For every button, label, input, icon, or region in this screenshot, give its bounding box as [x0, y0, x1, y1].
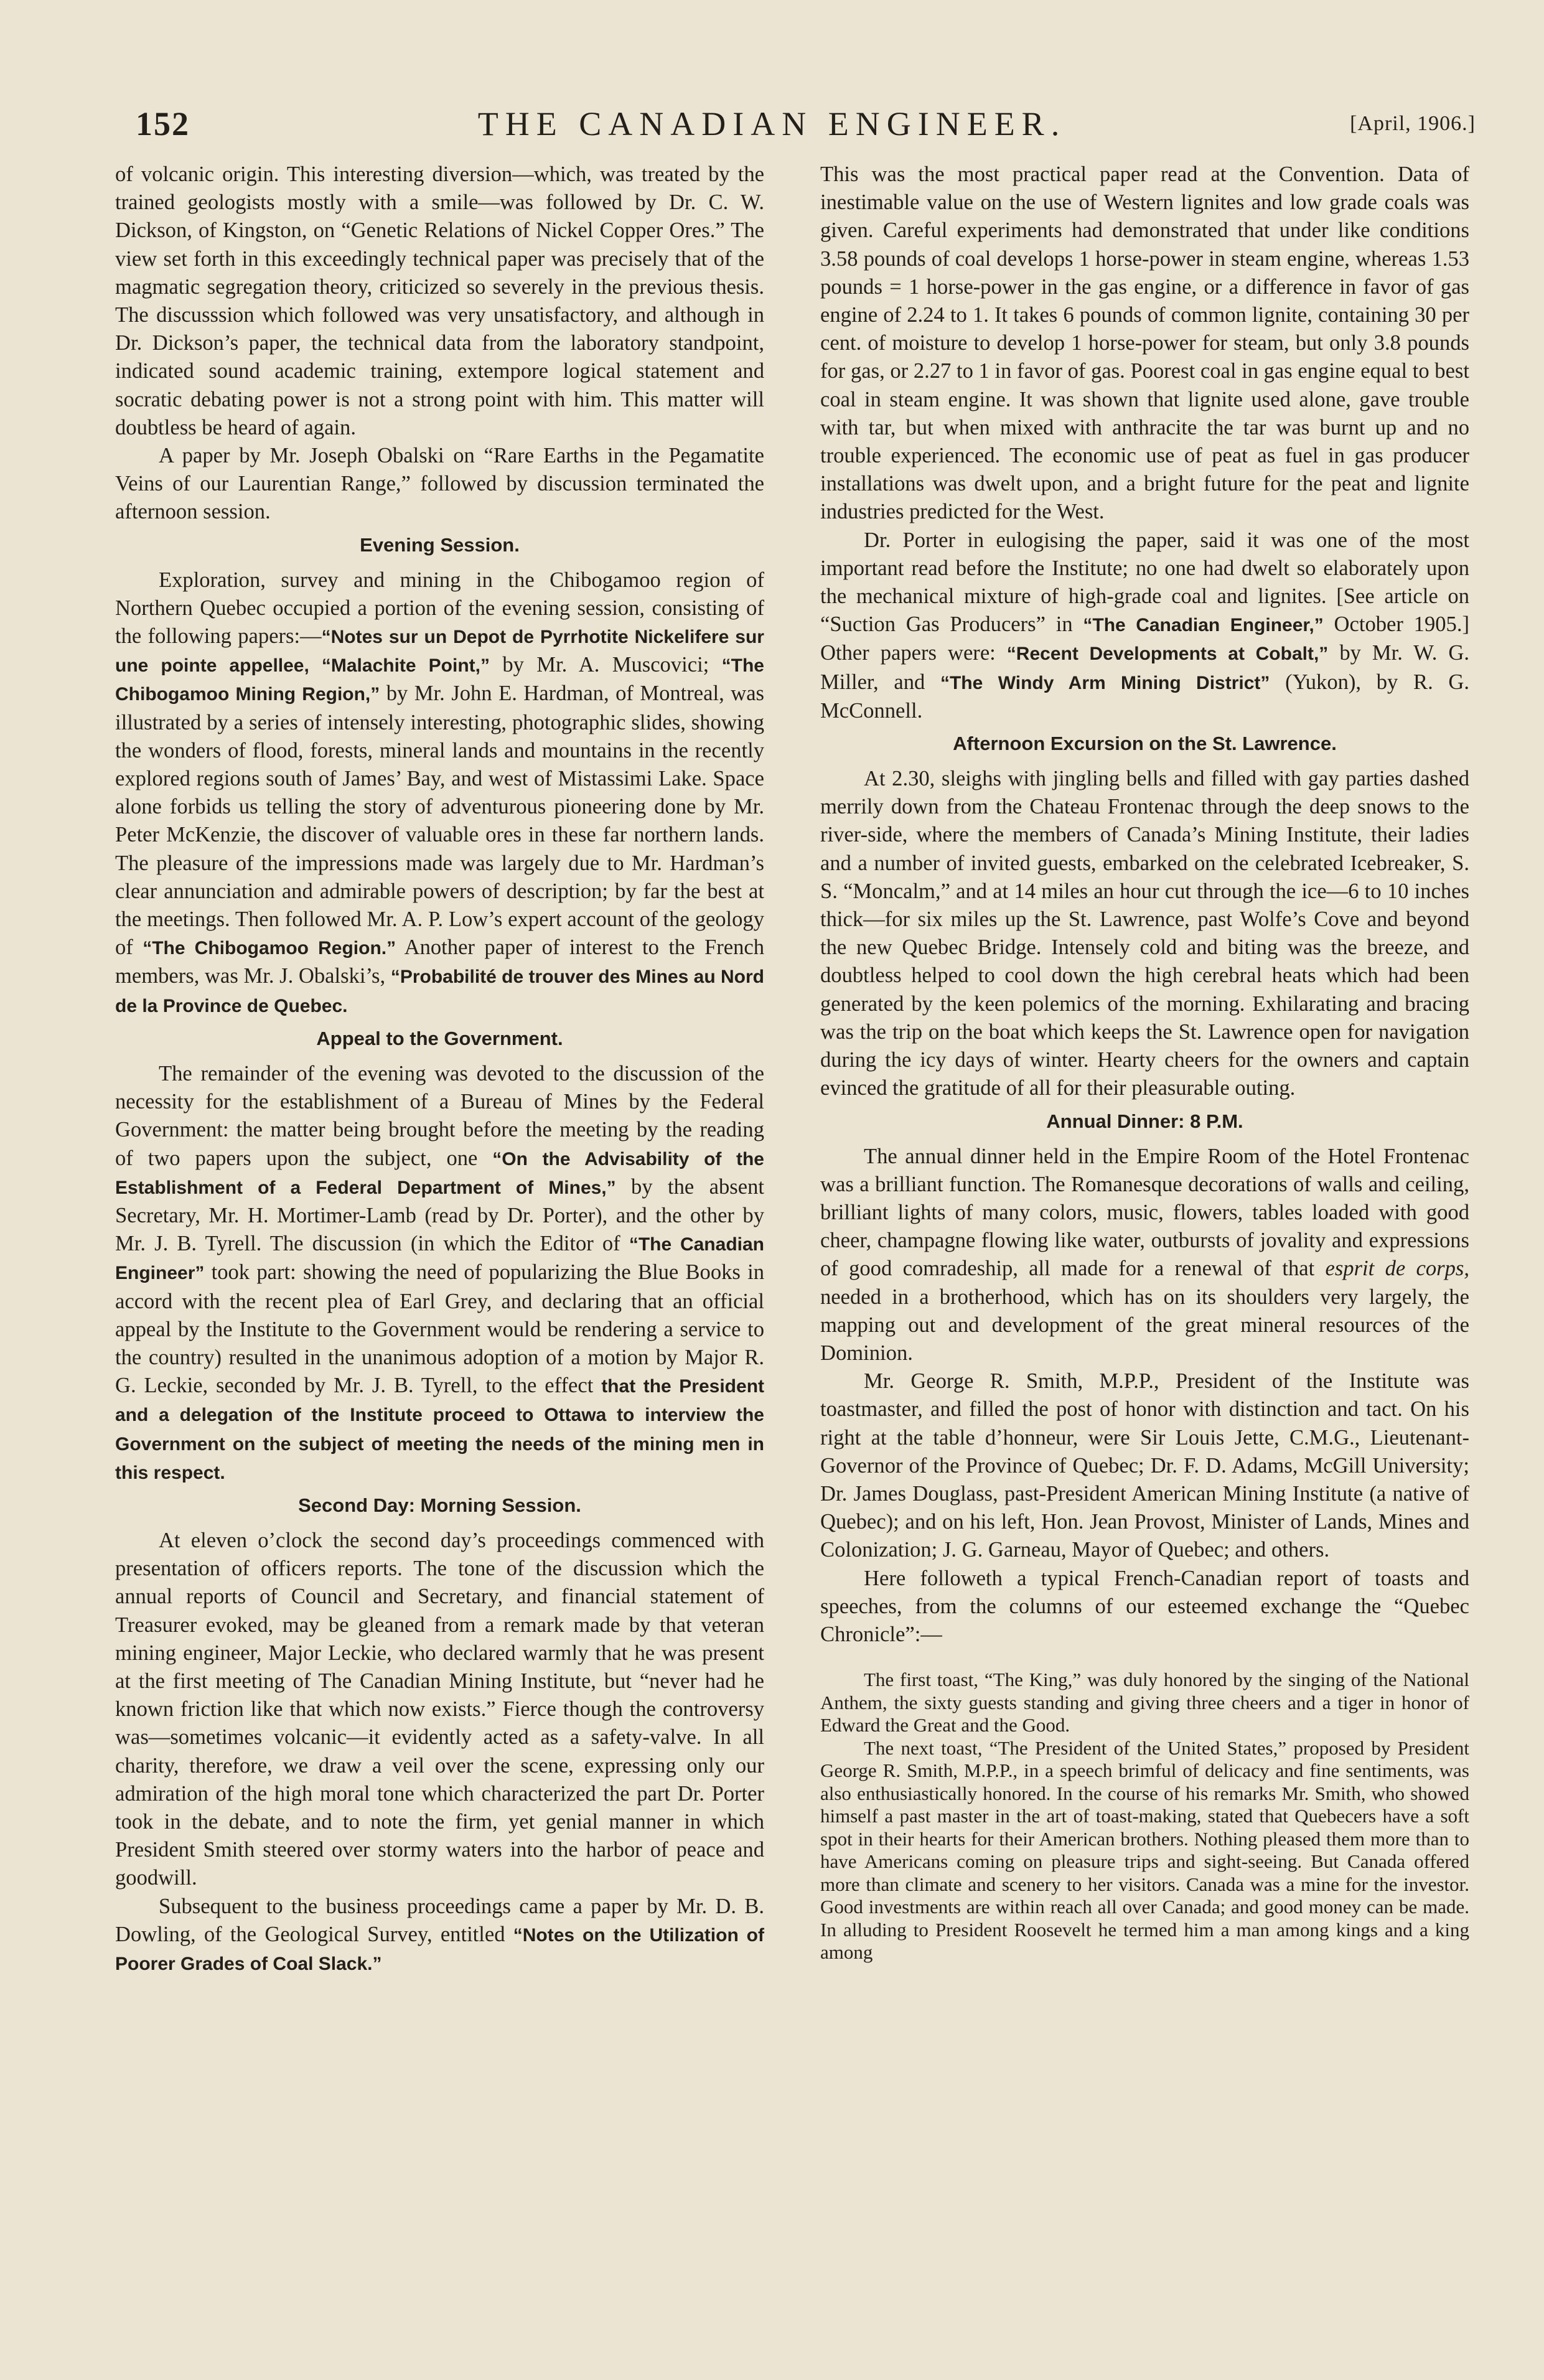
paragraph: A paper by Mr. Joseph Obalski on “Rare Earths in the Pegamatite Veins of our Laurentian Range,” followed by discussion terminated the afternoon session.: [115, 444, 764, 524]
section-heading-excursion: Afternoon Excursion on the St. Lawrence.: [953, 733, 1337, 755]
paragraph: At eleven o’clock the second day’s proceedings commenced with presentation of officers reports. The tone of the discussion which the annual reports of Council and Secretary, and financial statement of Treasurer evoked, may be gleaned from a remark made by that veteran mining engineer, Major Leckie, who declared warmly that he was present at the first meeting of The Canadian Mining Institute, but “never had he known friction like that which now exists.” Fierce though the controversy was—sometimes volcanic—it evidently acted as a safety-valve. In all charity, therefore, we draw a veil over the scene, expressing only our admiration of the high moral tone which characterized the part Dr. Porter took in the debate, and to note the firm, yet genial manner in which President Smith steered over stormy waters into the harbor of peace and goodwill.: [115, 1528, 764, 1890]
quote-paragraph: The first toast, “The King,” was duly honored by the singing of the National Anthem, the sixty guests standing and giving three cheers and a tiger in honor of Edward the Great and the Good.: [820, 1669, 1469, 1736]
section-heading-appeal: Appeal to the Government.: [316, 1027, 563, 1049]
paragraph: Subsequent to the business proceedings came a paper by Mr. D. B. Dowling, of the Geological Survey, entitled “Notes on the Utilization of Poorer Grades of Coal Slack.”: [115, 1894, 764, 1974]
section-heading-evening: Evening Session.: [360, 533, 520, 556]
paragraph: The annual dinner held in the Empire Room of the Hotel Frontenac was a brilliant function. The Romanesque decorations of walls and ceiling, brilliant lights of many colors, music, flowers, tables loaded with good cheer, champagne flowing like water, outbursts of jovality and expressions of good comradeship, all made for a renewal of that esprit de corps, needed in a brotherhood, which has on its shoulders very largely, the mapping out and development of the great mineral resources of the Dominion.: [820, 1144, 1469, 1365]
paragraph: This was the most practical paper read at the Convention. Data of inestimable value on the use of Western lignites and low grade coals was given. Careful experiments had demonstrated that under like conditions 3.58 pounds of coal develops 1 horse-power in steam engine, whereas 1.53 pounds = 1 horse-power in the gas engine, or a difference in favor of gas engine of 2.24 to 1. It takes 6 pounds of common lignite, containing 30 per cent. of moisture to develop 1 horse-power for steam, but only 3.8 pounds for gas, or 2.27 to 1 in favor of gas. Poorest coal in gas engine equal to best coal in steam engine. It was shown that lignite used alone, gave trouble with tar, but when mixed with anthracite the tar was burnt up and no trouble experienced. The economic use of peat as fuel in gas producer installations was dwelt upon, and a bright future for the peat and lignite industries predicted for the West.: [820, 162, 1469, 524]
paragraph: Mr. George R. Smith, M.P.P., President of the Institute was toastmaster, and filled the post of honor with distinction and tact. On his right at the table d’honneur, were Sir Louis Jette, C.M.G., Lieutenant-Governor of the Province of Quebec; Dr. F. D. Adams, McGill University; Dr. James Douglass, past-President American Mining Institute (a native of Quebec); and on his left, Hon. Jean Provost, Minister of Lands, Mines and Colonization; J. G. Garneau, Mayor of Quebec; and others.: [820, 1369, 1469, 1562]
paragraph: Dr. Porter in eulogising the paper, said it was one of the most important read before the Institute; no one had dwelt so elaborately upon the mechanical mixture of high-grade coal and lignites. [See article on “Suction Gas Producers” in “The Canadian Engineer,” October 1905.] Other papers were: “Recent Developments at Cobalt,” by Mr. W. G. Miller, and “The Windy Arm Mining District” (Yukon), by R. G. McConnell.: [820, 528, 1470, 723]
running-title: THE CANADIAN ENGINEER.: [477, 105, 1067, 143]
page-number: 152: [136, 105, 190, 143]
paragraph: At 2.30, sleighs with jingling bells and filled with gay parties dashed merrily down from the Chateau Frontenac through the deep snows to the river-side, where the members of Canada’s Mining Institute, their ladies and a number of invited guests, embarked on the celebrated Icebreaker, S. S. “Moncalm,” and at 14 miles an hour cut through the ice—6 to 10 inches thick—for six miles up the St. Lawrence, past Wolfe’s Cove and beyond the new Quebec Bridge. Intensely cold and biting was the breeze, and doubtless helped to cool down the high cerebral heats which had been generated by the keen polemics of the morning. Exhilarating and bracing was the trip on the boat which keeps the St. Lawrence open for navigation during the icy days of winter. Hearty cheers for the owners and captain evinced the gratitude of all for their pleasurable outing.: [820, 767, 1469, 1100]
paragraph: The remainder of the evening was devoted to the discussion of the necessity for the establishment of a Bureau of Mines by the Federal Government: the matter being brought before the meeting by the reading of two papers upon the subject, one “On the Advisability of the Establishment of a Federal Department of Mines,” by the absent Secretary, Mr. H. Mortimer-Lamb (read by Dr. Porter), and the other by Mr. J. B. Tyrell. The discussion (in which the Editor of “The Canadian Engineer” took part: showing the need of popularizing the Blue Books in accord with the recent plea of Earl Grey, and declaring that an official appeal by the Institute to the Government would be rendering a service to the country) resulted in the unanimous adoption of a motion by Major R. G. Leckie, seconded by Mr. J. B. Tyrell, to the effect that the President and a delegation of the Institute proceed to Ottawa to interview the Government on the subject of meeting the needs of the mining men in this respect.: [115, 1061, 765, 1483]
paragraph: of volcanic origin. This interesting diversion—which, was treated by the trained geologists mostly with a smile—was followed by Dr. C. W. Dickson, of Kingston, on “Genetic Relations of Nickel Copper Ores.” The view set forth in this exceedingly technical paper was precisely that of the magmatic segregation theory, criticized so severely in the previous thesis. The discusssion which followed was very unsatisfactory, and although in Dr. Dickson’s paper, the technical data from the laboratory standpoint, indicated sound academic training, extempore logical statement and socratic debating power is not a strong point with him. This matter will doubtless be heard of again.: [115, 162, 764, 439]
left-column: [115, 161, 764, 1978]
section-heading-dinner: Annual Dinner: 8 P.M.: [1046, 1110, 1243, 1132]
quoted-report: [820, 1669, 1469, 1964]
section-heading-second-day: Second Day: Morning Session.: [298, 1494, 581, 1516]
right-column: [820, 161, 1469, 1964]
quote-paragraph: The next toast, “The President of the United States,” proposed by President George R. Smith, M.P.P., in a speech brimful of delicacy and fine sentiments, was also enthusiastically honored. In the course of his remarks Mr. Smith, who showed himself a past master in the art of toast-making, stated that Quebecers have a soft spot in their hearts for their American brothers. Nothing pleased them more than to have Americans coming on pleasure trips and sight-seeing. But Canada offered more than climate and scenery to her visitors. Canada was a mine for the investor. Good investments are within reach all over Canada; and good money can be made. In alluding to President Roosevelt he termed him a man among kings and a king among: [820, 1736, 1469, 1964]
paragraph: Exploration, survey and mining in the Chibogamoo region of Northern Quebec occupied a portion of the evening session, consisting of the following papers:—“Notes sur un Depot de Pyrrhotite Nickelifere sur une pointe appellee, “Malachite Point,” by Mr. A. Muscovici; “The Chibogamoo Mining Region,” by Mr. John E. Hardman, of Montreal, was illustrated by a series of intensely interesting, photographic slides, showing the wonders of flood, forests, mineral lands and mountains in the recently explored regions south of James’ Bay, and west of Mistassimi Lake. Space alone forbids us telling the story of adventurous pioneering done by Mr. Peter McKenzie, the discover of valuable ores in these far northern lands. The pleasure of the impressions made was largely due to Mr. Hardman’s clear annunciation and admirable powers of description; by far the best at the meetings. Then followed Mr. A. P. Low’s expert account of the geology of “The Chibogamoo Region.” Another paper of interest to the French members, was Mr. J. Obalski’s, “Probabilité de trouver des Mines au Nord de la Province de Quebec.: [115, 568, 765, 1016]
paragraph: Here followeth a typical French-Canadian report of toasts and speeches, from the columns of our esteemed exchange the “Quebec Chronicle”:—: [820, 1566, 1469, 1646]
issue-date: [April, 1906.]: [1350, 112, 1476, 135]
